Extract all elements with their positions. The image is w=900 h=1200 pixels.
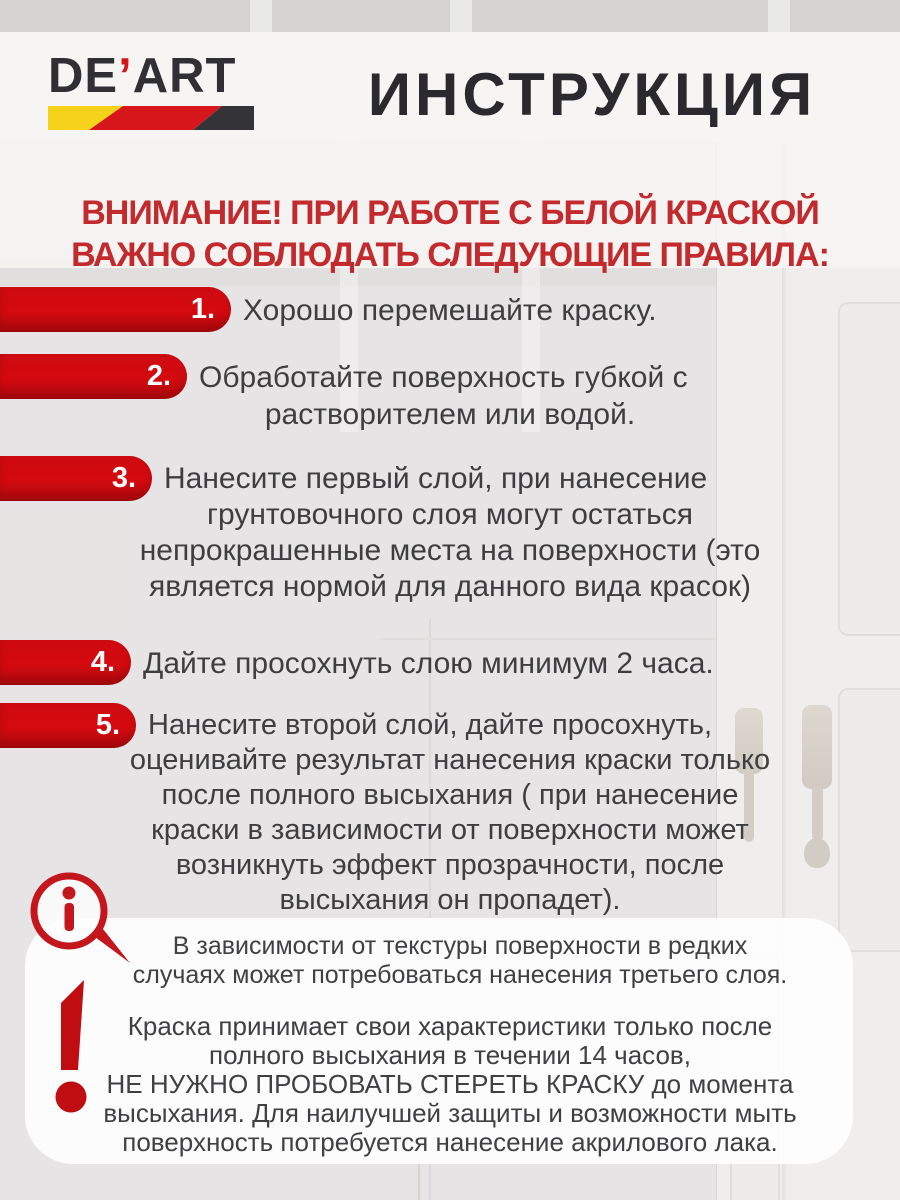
warning-line: ВНИМАНИЕ! ПРИ РАБОТЕ С БЕЛОЙ КРАСКОЙ [81, 194, 819, 232]
text-line: грунтовочного слоя могут остаться [207, 498, 693, 531]
item-number: 4. [90, 646, 115, 678]
text-line: оценивайте результат нанесения краски только [129, 744, 771, 776]
text-line: растворителем или водой. [264, 398, 636, 431]
logo-part-art: ART [132, 49, 237, 103]
text-line: высыхания он пропадет). [279, 884, 621, 916]
item-number-ribbon [0, 640, 131, 685]
text-line: Дайте просохнуть слою минимум 2 часа. [143, 647, 714, 680]
item-number: 1. [190, 293, 215, 325]
logo-part-de: DE [48, 49, 119, 103]
item-text [0, 645, 900, 682]
info-speech-bubble-icon [20, 865, 140, 975]
text-line: Хорошо перемешайте краску. [243, 294, 657, 327]
text-line: Нанесите второй слой, дайте просохнуть, [148, 709, 713, 741]
text-line: НЕ НУЖНО ПРОБОВАТЬ СТЕРЕТЬ КРАСКУ до момента [106, 1069, 794, 1099]
text-line: возникнуть эффект прозрачности, после [175, 849, 725, 881]
door-mullion [768, 0, 790, 32]
instruction-item [0, 645, 900, 682]
logo-apostrophe: ’ [118, 49, 133, 103]
item-number: 3. [111, 462, 136, 494]
deart-logo [48, 49, 237, 103]
item-number: 2. [146, 360, 171, 392]
text-line: является нормой для данного вида красок) [148, 570, 751, 603]
text-line: полного высыхания в течении 14 часов, [209, 1040, 691, 1070]
text-line: Обработайте поверхность губкой с [199, 361, 688, 394]
instruction-item [0, 359, 900, 433]
logo-stripe-icon [48, 106, 254, 130]
item-number-ribbon [0, 354, 187, 399]
door-mullion [250, 0, 272, 32]
text-line: Краска принимает свои характеристики только после [127, 1011, 773, 1041]
text-line: Нанесите первый слой, при нанесение [164, 462, 708, 495]
instruction-item [0, 461, 900, 605]
warning-heading [0, 192, 900, 276]
item-number-ribbon [0, 456, 152, 501]
deart-logo-text [48, 49, 237, 103]
door-mullion [450, 0, 472, 32]
text-line: В зависимости от текстуры поверхности в редких [172, 932, 748, 960]
note-paragraph-drying [60, 1012, 840, 1157]
item-number: 5. [95, 709, 120, 741]
item-number-ribbon [0, 703, 136, 748]
warning-line: ВАЖНО СОБЛЮДАТЬ СЛЕДУЮЩИЕ ПРАВИЛА: [71, 236, 829, 274]
text-line: высыхания. Для наилучшей защиты и возможности мыть [103, 1098, 797, 1128]
page-title: ИНСТРУКЦИЯ [367, 61, 817, 128]
text-line: случаях может потребоваться нанесения третьего слоя. [132, 961, 788, 989]
note-paragraph-texture [80, 932, 840, 990]
text-line: краски в зависимости от поверхности может [151, 814, 749, 846]
text-line: после полного высыхания ( при нанесение [161, 779, 739, 811]
instruction-item [0, 292, 900, 329]
exclamation-mark-icon [50, 970, 100, 1115]
item-number-ribbon [0, 287, 231, 332]
text-line: поверхность потребуется нанесение акрилового лака. [122, 1127, 778, 1157]
text-line: непрокрашенные места на поверхности (это [139, 534, 761, 567]
